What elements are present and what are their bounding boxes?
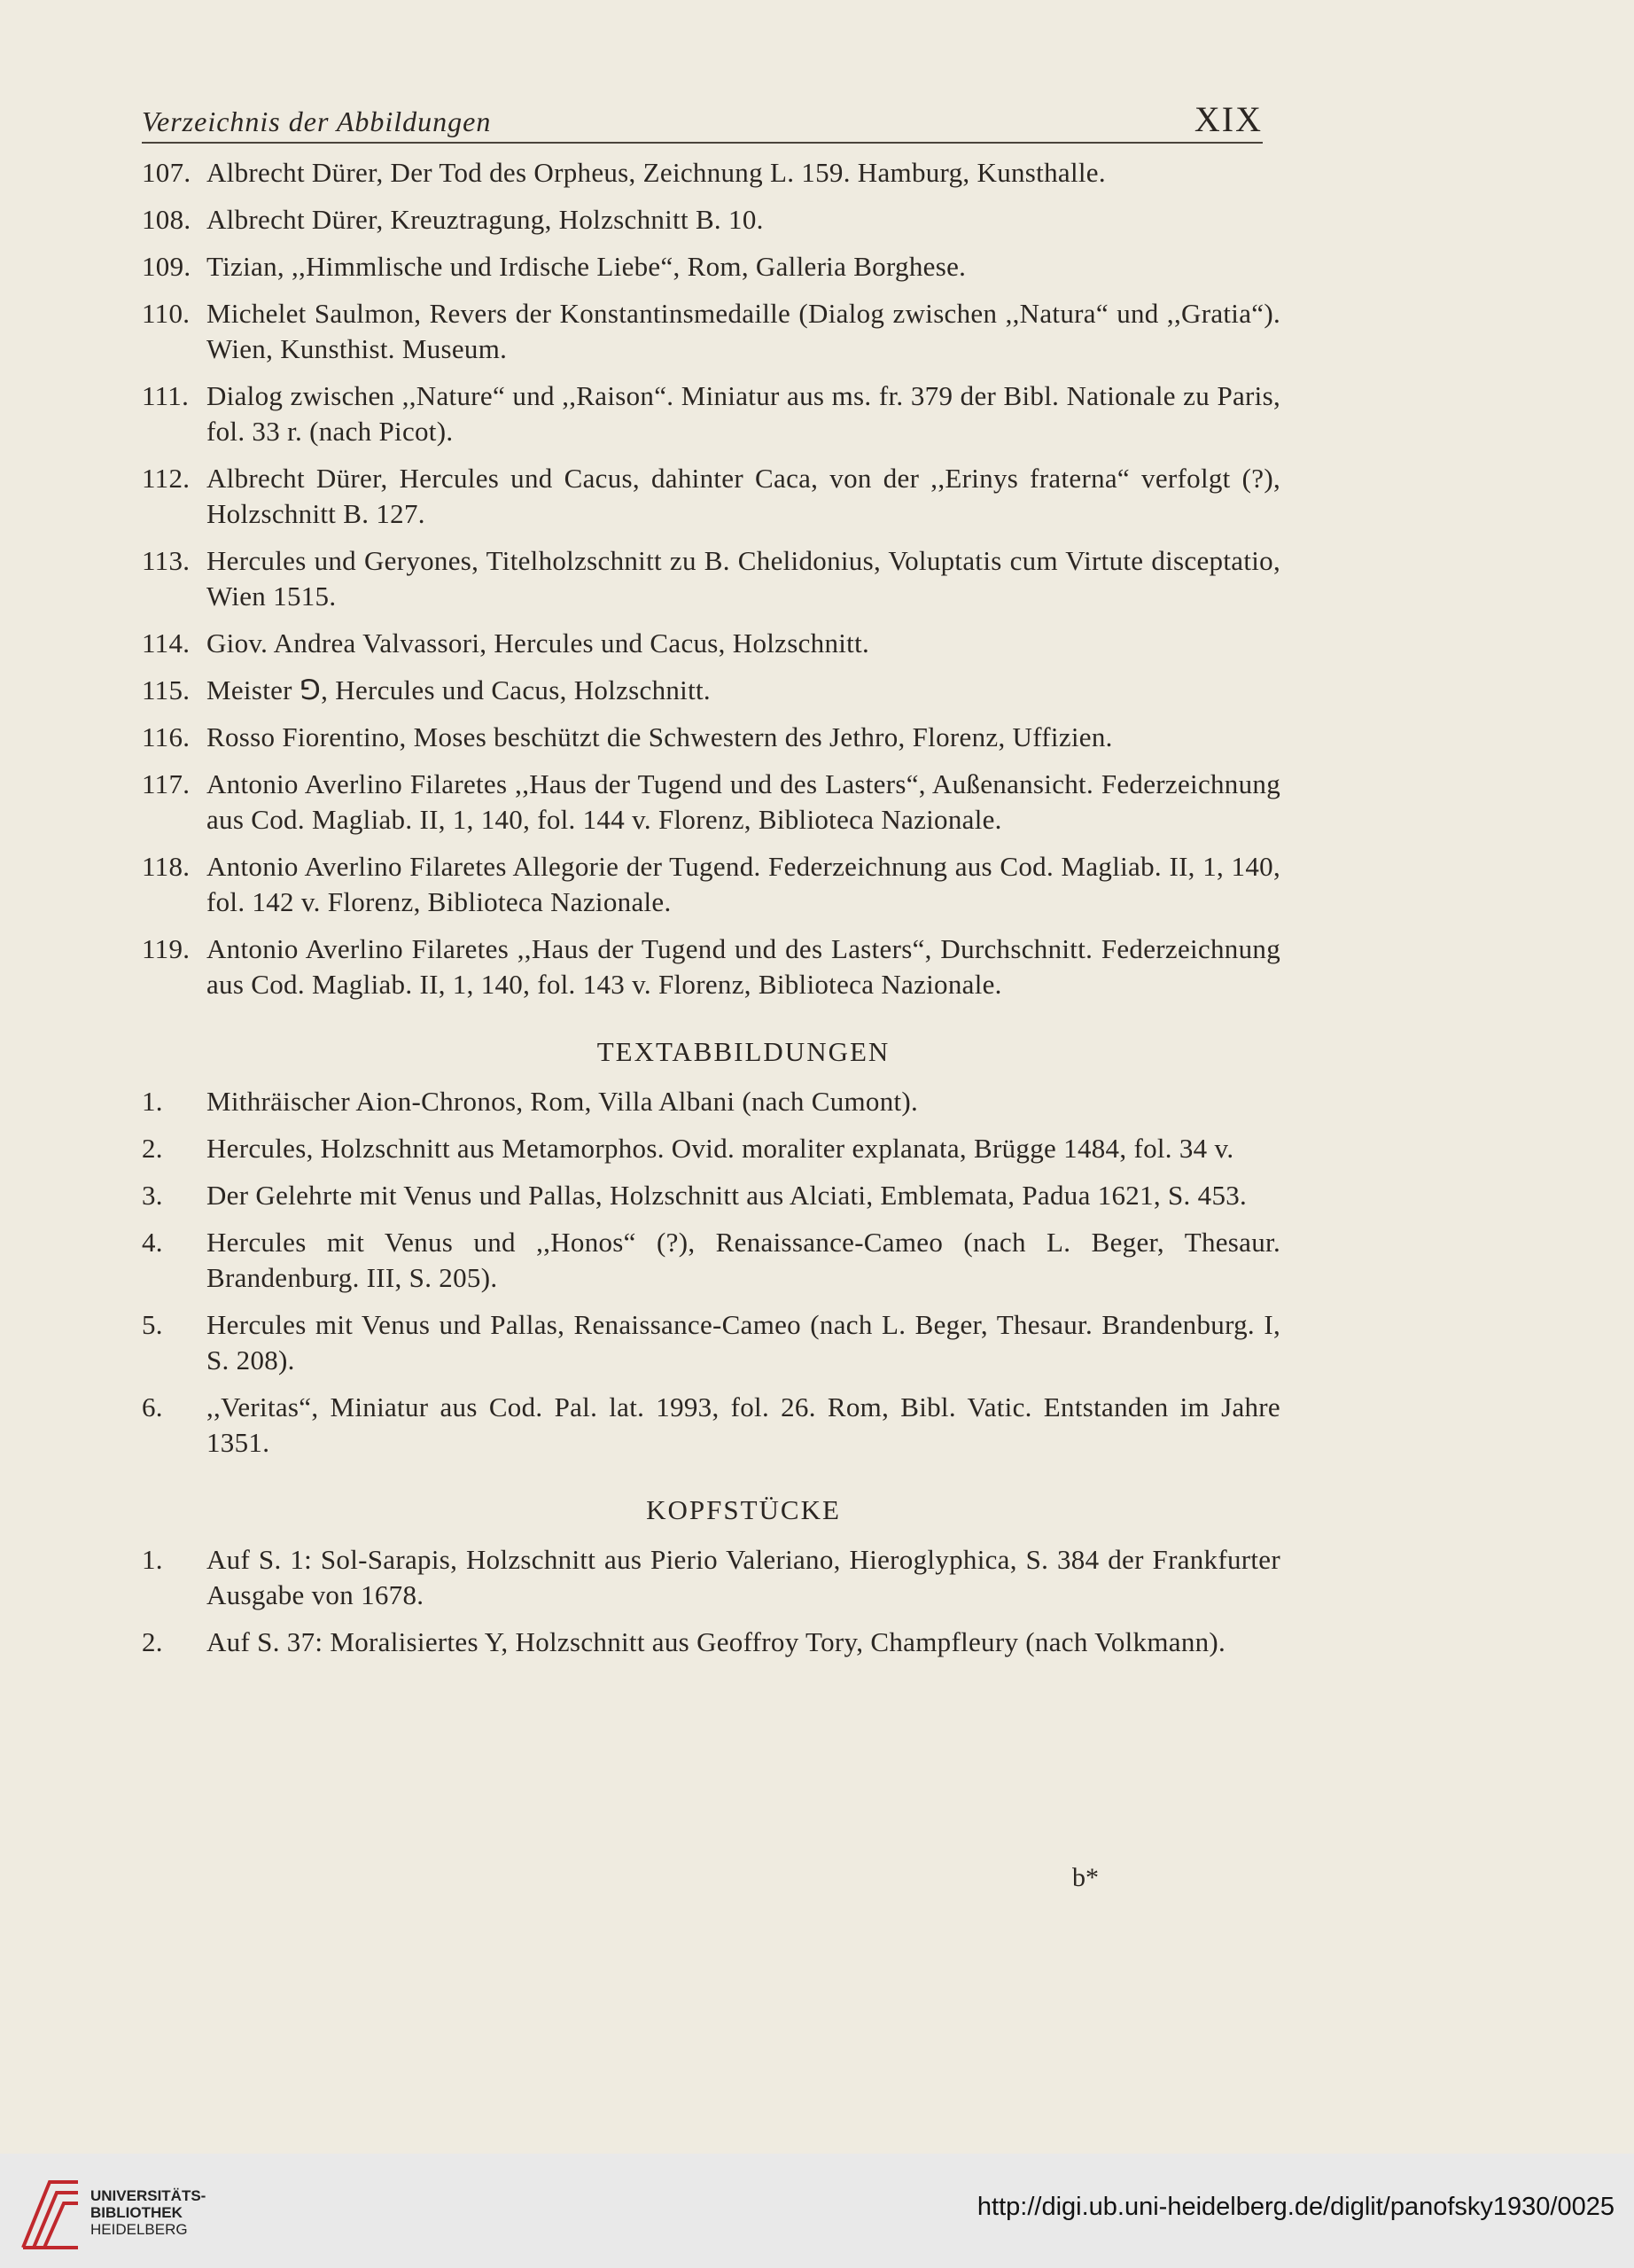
list-item — [142, 1390, 1280, 1461]
entry-text: Tizian, ,,Himmlische und Irdische Liebe“, Rom, Galleria Borghese. — [206, 251, 967, 282]
entry-text: Dialog zwischen ,,Nature“ und ,,Raison“. Miniatur aus ms. fr. 379 der Bibl. Nationale zu Paris, fol. 33 r. (nach Picot). — [206, 380, 1280, 447]
list-item — [142, 378, 1280, 449]
list-item — [142, 249, 1280, 284]
entry-number: 108. — [142, 204, 191, 235]
library-name — [90, 2187, 206, 2238]
list-item — [142, 155, 1280, 191]
list-item — [142, 1625, 1280, 1660]
entry-number: 117. — [142, 768, 191, 799]
running-head-title: Verzeichnis der Abbildungen — [142, 105, 492, 137]
entry-text: Giov. Andrea Valvassori, Hercules und Cacus, Holzschnitt. — [206, 627, 870, 659]
list-item — [142, 1131, 1280, 1166]
signature-mark: b* — [1072, 1863, 1099, 1892]
entry-number: 118. — [142, 851, 191, 882]
library-footer — [0, 2154, 1634, 2268]
list-item — [142, 849, 1280, 920]
entry-text: Albrecht Dürer, Der Tod des Orpheus, Zeichnung L. 159. Hamburg, Kunsthalle. — [206, 157, 1106, 188]
library-name-line: HEIDELBERG — [90, 2221, 188, 2238]
entry-number: 119. — [142, 933, 191, 964]
entry-number: 4. — [142, 1227, 163, 1258]
entry-number: 114. — [142, 627, 191, 659]
list-item — [142, 767, 1280, 838]
entry-number: 2. — [142, 1133, 163, 1164]
entry-number: 115. — [142, 674, 191, 705]
list-item — [142, 1542, 1280, 1613]
entry-text: ,,Veritas“, Miniatur aus Cod. Pal. lat. 1993, fol. 26. Rom, Bibl. Vatic. Entstanden im Jahre 1351. — [206, 1391, 1280, 1458]
list-item — [142, 1307, 1280, 1378]
entry-text: Antonio Averlino Filaretes ,,Haus der Tugend und des Lasters“, Außenansicht. Federzeichnung aus Cod. Magliab. II, 1, 140, fol. 144 v. Florenz, Biblioteca Nazionale. — [206, 768, 1280, 835]
list-item — [142, 720, 1280, 755]
entry-number: 111. — [142, 380, 190, 411]
list-item — [142, 1225, 1280, 1296]
entry-text: Hercules, Holzschnitt aus Metamorphos. Ovid. moraliter explanata, Brügge 1484, fol. 34 v. — [206, 1133, 1234, 1164]
entry-number: 2. — [142, 1626, 163, 1657]
entry-number: 1. — [142, 1086, 163, 1117]
entry-text: Albrecht Dürer, Kreuztragung, Holzschnitt B. 10. — [206, 204, 764, 235]
entry-text: Michelet Saulmon, Revers der Konstantinsmedaille (Dialog zwischen ,,Natura“ und ,,Gratia“). Wien, Kunsthist. Museum. — [206, 298, 1280, 364]
section-title-textabbildungen: TEXTABBILDUNGEN — [596, 1036, 891, 1067]
list-item — [142, 461, 1280, 532]
list-item — [142, 1178, 1280, 1213]
entry-text: Meister ⅁, Hercules und Cacus, Holzschnitt. — [206, 674, 711, 705]
entry-text: Hercules und Geryones, Titelholzschnitt zu B. Chelidonius, Voluptatis cum Virtute disceptatio, Wien 1515. — [206, 545, 1280, 612]
entry-number: 109. — [142, 251, 191, 282]
entry-text: Antonio Averlino Filaretes Allegorie der Tugend. Federzeichnung aus Cod. Magliab. II, 1, 140, fol. 142 v. Florenz, Biblioteca Nazionale. — [206, 851, 1280, 917]
entry-number: 5. — [142, 1309, 163, 1340]
entry-text: Auf S. 1: Sol-Sarapis, Holzschnitt aus Pierio Valeriano, Hieroglyphica, S. 384 der Frankfurter Ausgabe von 1678. — [206, 1544, 1280, 1610]
university-library-logo-icon — [16, 2166, 85, 2255]
list-item — [142, 626, 1280, 661]
entry-text: Albrecht Dürer, Hercules und Cacus, dahinter Caca, von der ,,Erinys fraterna“ verfolgt (?), Holzschnitt B. 127. — [206, 463, 1280, 529]
entry-text: Antonio Averlino Filaretes ,,Haus der Tugend und des Lasters“, Durchschnitt. Federzeichnung aus Cod. Magliab. II, 1, 140, fol. 143 v. Florenz, Biblioteca Nazionale. — [206, 933, 1280, 1000]
entry-text: Hercules mit Venus und Pallas, Renaissance-Cameo (nach L. Beger, Thesaur. Brandenburg. I, S. 208). — [206, 1309, 1280, 1376]
list-item — [142, 202, 1280, 238]
list-item — [142, 673, 1280, 708]
entry-number: 110. — [142, 298, 191, 329]
entry-number: 112. — [142, 463, 191, 494]
entry-text: Mithräischer Aion-Chronos, Rom, Villa Albani (nach Cumont). — [206, 1086, 919, 1117]
library-name-line: BIBLIOTHEK — [90, 2204, 183, 2221]
entry-number: 1. — [142, 1544, 163, 1575]
list-item — [142, 296, 1280, 367]
entry-number: 113. — [142, 545, 191, 576]
list-item — [142, 1084, 1280, 1119]
list-item — [142, 931, 1280, 1002]
section-title-kopfstuecke: KOPFSTÜCKE — [646, 1494, 841, 1525]
figure-list — [142, 155, 1280, 1672]
entry-number: 3. — [142, 1180, 163, 1211]
entry-text: Der Gelehrte mit Venus und Pallas, Holzschnitt aus Alciati, Emblemata, Padua 1621, S. 453. — [206, 1180, 1248, 1211]
entry-text: Auf S. 37: Moralisiertes Y, Holzschnitt aus Geoffroy Tory, Champfleury (nach Volkmann). — [206, 1626, 1226, 1657]
running-head — [142, 89, 1263, 144]
library-name-line: UNIVERSITÄTS- — [90, 2187, 206, 2204]
entry-number: 107. — [142, 157, 191, 188]
entry-text: Rosso Fiorentino, Moses beschützt die Schwestern des Jethro, Florenz, Uffizien. — [206, 721, 1113, 752]
list-item — [142, 543, 1280, 614]
source-url-link[interactable]: http://digi.ub.uni-heidelberg.de/diglit/panofsky1930/0025 — [977, 2193, 1615, 2221]
entry-text: Hercules mit Venus und ,,Honos“ (?), Renaissance-Cameo (nach L. Beger, Thesaur. Brandenburg. III, S. 205). — [206, 1227, 1280, 1293]
entry-number: 6. — [142, 1391, 163, 1422]
entry-number: 116. — [142, 721, 191, 752]
page-number: XIX — [1194, 99, 1263, 139]
